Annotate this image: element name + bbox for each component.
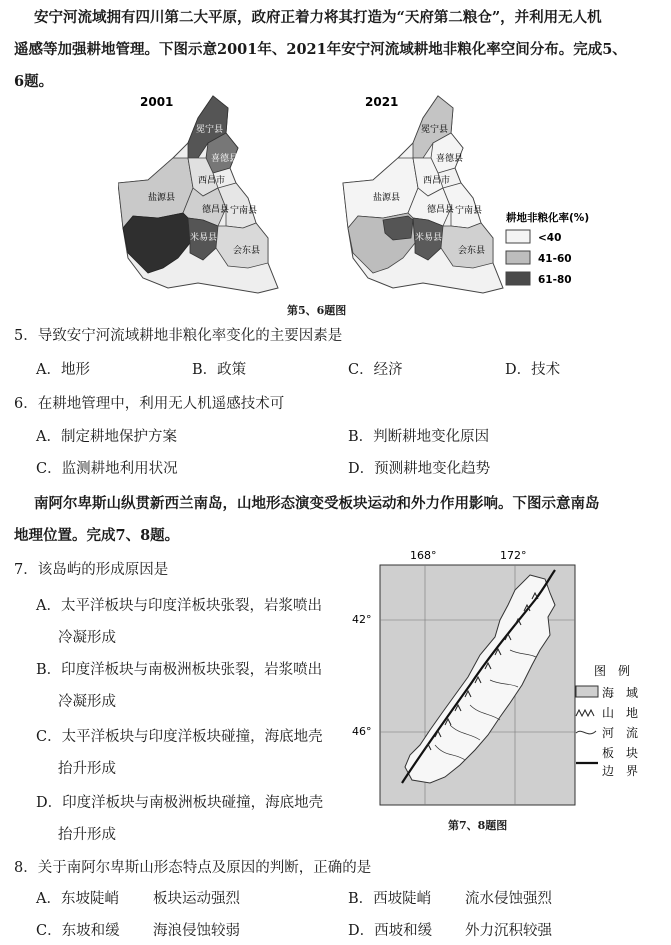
q7-option-b[interactable]: B．印度洋板块与南极洲板块张裂，岩浆喷出 bbox=[36, 662, 323, 678]
legend-swatch-low bbox=[506, 230, 530, 243]
q5-stem: 5．导致安宁河流域耕地非粮化率变化的主要因素是 bbox=[14, 328, 343, 344]
county-label: 喜德县 bbox=[436, 154, 464, 164]
map2-figure bbox=[350, 545, 662, 810]
county-label: 西昌市 bbox=[198, 176, 226, 186]
intro1-line1: 安宁河流域拥有四川第二大平原，政府正着力将其打造为“天府第二粮仓”，并利用无人机 bbox=[34, 9, 602, 26]
q7-option-a-cont: 冷凝形成 bbox=[58, 630, 116, 646]
county-label: 西昌市 bbox=[423, 176, 451, 186]
county-label: 米易县 bbox=[190, 233, 218, 243]
legend-mountain: 山 地 bbox=[602, 706, 639, 720]
legend-sea: 海 域 bbox=[602, 686, 639, 700]
lat-label: 46° bbox=[352, 725, 372, 738]
intro2-line1: 南阿尔卑斯山纵贯新西兰南岛，山地形态演变受板块运动和外力作用影响。下图示意南岛 bbox=[34, 495, 600, 512]
q5-option-b[interactable]: B．政策 bbox=[192, 362, 247, 378]
map1-figure bbox=[118, 88, 618, 303]
q5-option-d[interactable]: D．技术 bbox=[505, 362, 561, 378]
year-2001-label: 2001 bbox=[140, 95, 174, 109]
q8-option-a-reason: 板块运动强烈 bbox=[153, 891, 240, 907]
q8-option-a[interactable]: A．东坡陡峭 bbox=[36, 891, 119, 907]
county-label: 宁南县 bbox=[230, 206, 258, 216]
q8-option-d-reason: 外力沉积较强 bbox=[465, 923, 552, 939]
county-label: 德昌县 bbox=[202, 205, 230, 215]
legend-label-low: <40 bbox=[538, 232, 562, 244]
county-label: 会东县 bbox=[458, 246, 486, 256]
legend-swatch-high bbox=[506, 272, 530, 285]
county-label: 米易县 bbox=[415, 233, 443, 243]
intro1-line2: 遥感等加强耕地管理。下图示意2001年、2021年安宁河流域耕地非粮化率空间分布。完成5、 bbox=[14, 41, 627, 58]
q7-option-c[interactable]: C．太平洋板块与印度洋板块碰撞，海底地壳 bbox=[36, 729, 323, 745]
q5-option-a[interactable]: A．地形 bbox=[36, 362, 90, 378]
figure-caption-1: 第5、6题图 bbox=[287, 304, 347, 317]
county-label: 冕宁县 bbox=[196, 125, 224, 135]
county-label: 宁南县 bbox=[455, 206, 483, 216]
map-2001 bbox=[118, 95, 278, 293]
map-2021 bbox=[343, 95, 503, 293]
q6-option-c[interactable]: C．监测耕地利用状况 bbox=[36, 461, 178, 477]
q6-option-b[interactable]: B．判断耕地变化原因 bbox=[348, 429, 490, 445]
q6-option-a[interactable]: A．制定耕地保护方案 bbox=[36, 429, 177, 445]
lon-label: 168° bbox=[410, 549, 437, 562]
q7-option-d[interactable]: D．印度洋板块与南极洲板块碰撞，海底地壳 bbox=[36, 795, 324, 811]
legend-river: 河 流 bbox=[602, 726, 639, 740]
legend-river-symbol bbox=[576, 731, 596, 734]
q7-stem: 7．该岛屿的形成原因是 bbox=[14, 562, 169, 578]
year-2021-label: 2021 bbox=[365, 95, 399, 109]
legend-label-high: 61-80 bbox=[538, 274, 572, 286]
legend-label-mid: 41-60 bbox=[538, 253, 572, 265]
lat-label: 42° bbox=[352, 613, 372, 626]
q7-option-b-cont: 冷凝形成 bbox=[58, 694, 116, 710]
legend-title: 图 例 bbox=[594, 664, 631, 678]
map2-legend bbox=[576, 663, 638, 778]
legend-boundary: 边 界 bbox=[602, 764, 639, 778]
q7-option-d-cont: 抬升形成 bbox=[58, 827, 116, 843]
intro2-line2: 地理位置。完成7、8题。 bbox=[14, 527, 180, 544]
county-label: 德昌县 bbox=[427, 205, 455, 215]
lon-label: 172° bbox=[500, 549, 527, 562]
q8-option-b-reason: 流水侵蚀强烈 bbox=[465, 891, 552, 907]
q8-stem: 8．关于南阿尔卑斯山形态特点及原因的判断，正确的是 bbox=[14, 860, 372, 876]
q7-option-c-cont: 抬升形成 bbox=[58, 761, 116, 777]
county-label: 盐源县 bbox=[373, 193, 401, 203]
map1-legend bbox=[506, 211, 589, 286]
legend-sea-swatch bbox=[576, 686, 598, 697]
figure-caption-2: 第7、8题图 bbox=[448, 819, 508, 832]
q7-option-a[interactable]: A．太平洋板块与印度洋板块张裂，岩浆喷出 bbox=[36, 598, 322, 614]
q8-option-c[interactable]: C．东坡和缓 bbox=[36, 923, 120, 939]
q8-option-c-reason: 海浪侵蚀较弱 bbox=[153, 923, 240, 939]
county-label: 盐源县 bbox=[148, 193, 176, 203]
county-label: 会东县 bbox=[233, 246, 261, 256]
q8-option-d[interactable]: D．西坡和缓 bbox=[348, 923, 433, 939]
legend-boundary: 板 块 bbox=[602, 746, 639, 760]
q8-option-b[interactable]: B．西坡陡峭 bbox=[348, 891, 432, 907]
q5-option-c[interactable]: C．经济 bbox=[348, 362, 403, 378]
county-label: 冕宁县 bbox=[421, 125, 449, 135]
q6-option-d[interactable]: D．预测耕地变化趋势 bbox=[348, 461, 491, 477]
legend-swatch-mid bbox=[506, 251, 530, 264]
legend-mountain-symbol bbox=[576, 710, 594, 716]
county-label: 喜德县 bbox=[211, 154, 239, 164]
legend-title: 耕地非粮化率(%) bbox=[506, 212, 590, 224]
q6-stem: 6．在耕地管理中，利用无人机遥感技术可 bbox=[14, 396, 285, 412]
intro1-line3: 6题。 bbox=[14, 73, 54, 90]
